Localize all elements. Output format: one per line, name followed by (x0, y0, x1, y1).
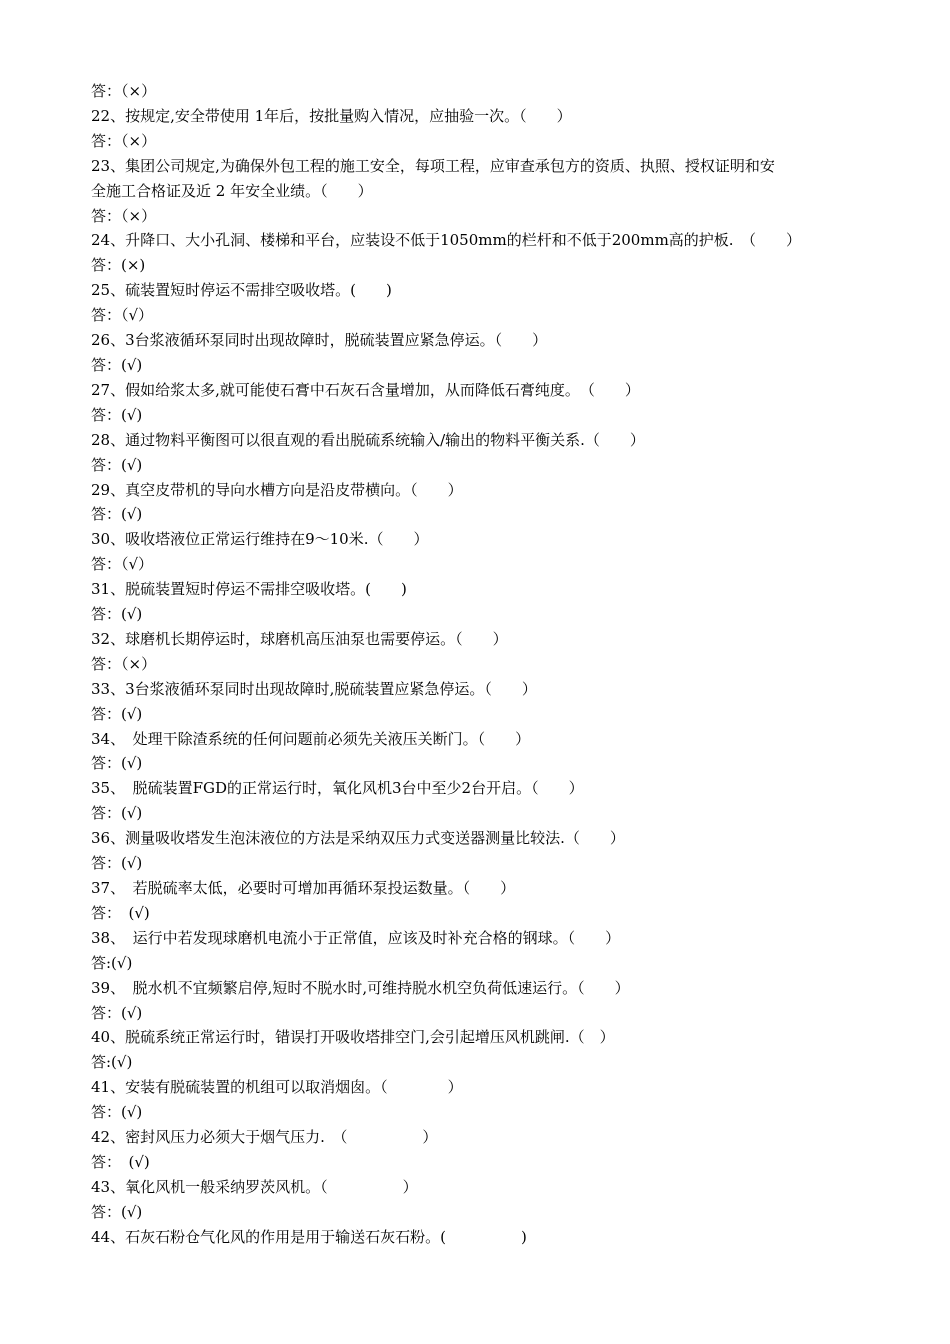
answer-line: 答：（×） (91, 131, 157, 150)
question-line: 27、假如给浆太多,就可能使石膏中石灰石含量增加，从而降低石膏纯度。 （ ） (91, 380, 640, 399)
question-line: 26、3台浆液循环泵同时出现故障时，脱硫装置应紧急停运。（ ） (91, 331, 548, 350)
question-line: 35、 脱硫装置FGD的正常运行时，氧化风机3台中至少2台开启。（ ） (91, 779, 584, 798)
question-line: 25、硫装置短时停运不需排空吸收塔。( ) (91, 281, 392, 300)
answer-line: 答： (√) (91, 1152, 150, 1171)
answer-line: 答：(√) (91, 1103, 143, 1122)
answer-line: 答:(√) (91, 1053, 133, 1072)
answer-line: 答：(√) (91, 804, 143, 823)
answer-line: 答： (√) (91, 903, 150, 922)
question-line: 37、 若脱硫率太低，必要时可增加再循环泵投运数量。（ ） (91, 879, 516, 897)
question-line: 38、 运行中若发现球磨机电流小于正常值，应该及时补充合格的钢球。（ ） (91, 928, 621, 947)
answer-line: 答：(√) (91, 505, 143, 524)
question-line: 43、氧化风机一般采纳罗茨风机。（ ） (91, 1177, 418, 1196)
question-line: 44、石灰石粉仓气化风的作用是用于输送石灰石粉。( ) (91, 1227, 527, 1246)
answer-line: 答：(√) (91, 854, 143, 873)
question-line: 29、真空皮带机的导向水槽方向是沿皮带横向。（ ） (91, 480, 463, 499)
question-line: 28、通过物料平衡图可以很直观的看出脱硫系统输入/输出的物料平衡关系.（ ） (91, 430, 645, 449)
answer-line: 答：(√) (91, 605, 143, 624)
question-line: 全施工合格证及近 2 年安全业绩。（ ） (91, 181, 373, 200)
answer-line: 答：（×） (91, 206, 157, 225)
question-line: 23、集团公司规定,为确保外包工程的施工安全，每项工程，应审查承包方的资质、执照、授权证明和安 (91, 156, 775, 175)
question-line: 30、吸收塔液位正常运行维持在9～10米.（ ） (91, 530, 429, 549)
answer-line: 答：（×） (91, 82, 157, 100)
question-line: 34、 处理干除渣系统的任何问题前必须先关液压关断门。（ ） (91, 729, 531, 748)
answer-line: 答：(√) (91, 754, 143, 773)
question-line: 36、测量吸收塔发生泡沫液位的方法是采纳双压力式变送器测量比较法.（ ） (91, 829, 625, 848)
answer-line: 答：（√） (91, 555, 154, 574)
answer-line: 答：(√) (91, 455, 143, 474)
answer-line: 答：(√) (91, 1202, 143, 1221)
question-line: 24、升降口、大小孔洞、楼梯和平台，应装设不低于1050mm的栏杆和不低于200mm高的护板. （ ） (91, 231, 802, 250)
question-line: 31、脱硫装置短时停运不需排空吸收塔。( ) (91, 580, 407, 599)
answer-line: 答：(√) (91, 355, 143, 374)
question-line: 39、 脱水机不宜频繁启停,短时不脱水时,可维持脱水机空负荷低速运行。（ ） (91, 978, 630, 997)
answer-line: 答:(√) (91, 953, 133, 972)
answer-line: 答：（√） (91, 306, 154, 325)
question-line: 41、安装有脱硫装置的机组可以取消烟囱。（ ） (91, 1078, 463, 1097)
answer-line: 答：（×） (91, 654, 157, 673)
question-line: 32、球磨机长期停运时，球磨机高压油泵也需要停运。（ ） (91, 629, 508, 648)
answer-line: 答：(√) (91, 1003, 143, 1022)
answer-line: 答：(√) (91, 405, 143, 424)
question-line: 40、脱硫系统正常运行时，错误打开吸收塔排空门,会引起增压风机跳闸.（ ） (91, 1028, 615, 1047)
question-line: 42、密封风压力必须大于烟气压力. （ ） (91, 1128, 438, 1147)
question-line: 33、3台浆液循环泵同时出现故障时,脱硫装置应紧急停运。（ ） (91, 679, 537, 698)
answer-line: 答：(×) (91, 256, 146, 275)
question-line: 22、按规定,安全带使用 1年后，按批量购入情况，应抽验一次。（ ） (91, 106, 572, 125)
document-body (91, 79, 871, 1250)
answer-line: 答：(√) (91, 704, 143, 723)
